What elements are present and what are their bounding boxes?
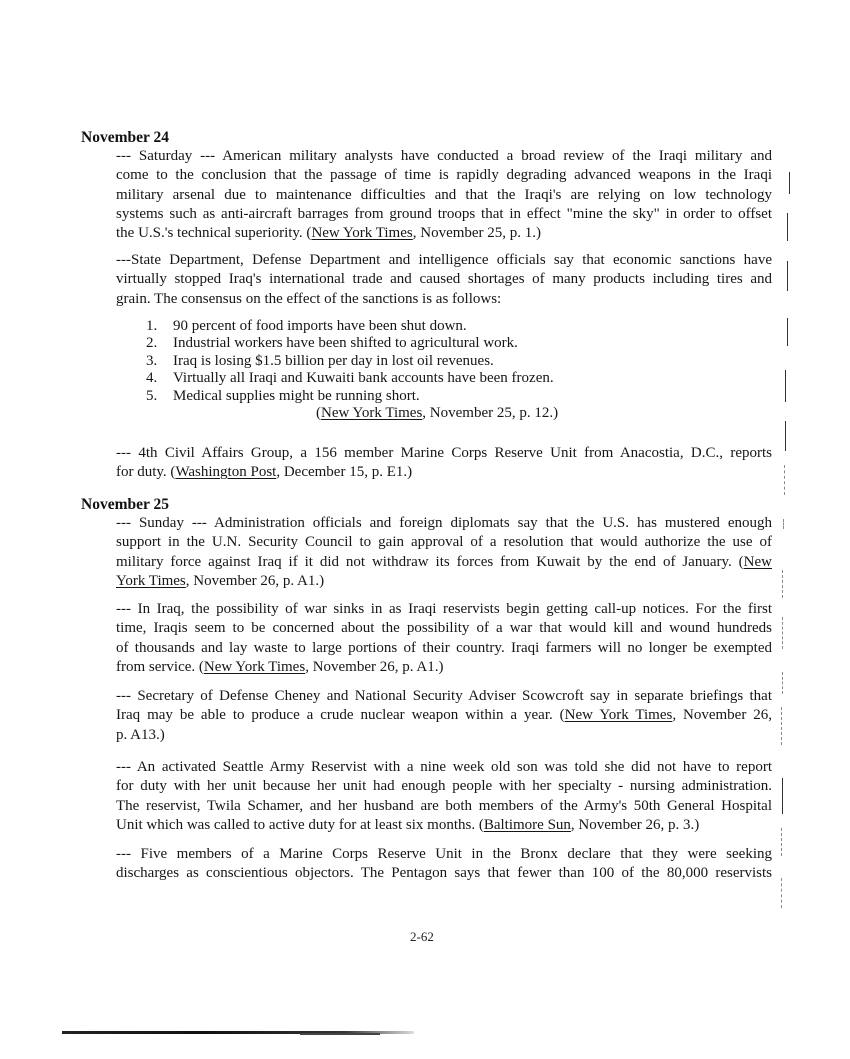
citation-details: , November 25, p. 1.) — [412, 225, 542, 242]
margin-mark — [781, 828, 782, 856]
source-citation: New York Times — [311, 225, 413, 242]
list-number: 4. — [146, 370, 158, 387]
citation-details: , November 26, p. A1.) — [305, 658, 444, 675]
source-citation: New York Times — [564, 707, 673, 724]
margin-mark — [781, 878, 782, 908]
entry-line: time, Iraqis seem to be concerned about the possibility of a war that would kill and wound hundreds — [116, 620, 772, 637]
entry-line-text: from service. ( — [116, 658, 204, 675]
page-number: 2-62 — [410, 929, 434, 944]
entry-paragraph — [116, 600, 772, 677]
entry-line: virtually stopped Iraq's international trade and caused shortages of many products including tires and — [116, 271, 772, 288]
source-citation: New York Times — [203, 658, 306, 675]
entry-line: military arsenal due to maintenance difficulties and that the Iraqi's are relying on low technology — [116, 186, 772, 203]
list-number: 2. — [146, 335, 158, 352]
entry-paragraph — [116, 514, 772, 591]
entry-line: grain. The consensus on the effect of the sanctions is as follows: — [116, 290, 502, 307]
entry-line-text: for duty. ( — [116, 464, 176, 481]
entry-line: --- In Iraq, the possibility of war sinks in as Iraqi reservists begin getting call-up notices. For the first — [116, 601, 772, 617]
citation-details: , November 26, — [672, 707, 772, 724]
entry-line: discharges as conscientious objectors. The Pentagon says that fewer than 100 of the 80,000 reservists — [116, 865, 772, 882]
margin-mark — [787, 213, 788, 241]
list-text: Iraq is losing $1.5 billion per day in lost oil revenues. — [173, 352, 494, 369]
entry-line — [116, 816, 772, 835]
margin-mark — [781, 707, 782, 745]
scan-artifact-bar — [300, 1033, 380, 1035]
date-heading: November 24 — [81, 129, 169, 146]
margin-mark — [785, 370, 786, 402]
list-item — [146, 353, 746, 370]
entry-line: of thousands and lay waste to large portions of their country. Iraqi farmers will no longer be exempted — [116, 639, 772, 656]
citation-details: , December 15, p. E1.) — [276, 464, 413, 481]
entry-paragraph — [116, 687, 772, 745]
list-number: 5. — [146, 387, 158, 404]
entry-paragraph — [116, 147, 772, 243]
list-item — [146, 370, 746, 387]
entry-line — [116, 463, 772, 482]
entry-line: --- Five members of a Marine Corps Reserve Unit in the Bronx declare that they were seeking — [116, 846, 772, 862]
entry-line: --- An activated Seattle Army Reservist with a nine week old son was told she did not have to report — [116, 759, 772, 775]
entry-line: for duty with her unit because her unit had enough people with her specialty - nursing administration. — [116, 778, 772, 795]
source-citation-part: New — [743, 553, 772, 570]
margin-mark — [789, 172, 790, 194]
citation-details: , November 26, p. 3.) — [570, 816, 700, 833]
list-item — [146, 388, 746, 405]
citation-details: , November 26, p. A1.) — [185, 572, 325, 589]
sanctions-effects-list — [146, 318, 746, 405]
list-item — [146, 335, 746, 352]
list-item — [146, 318, 746, 335]
list-number: 3. — [146, 352, 158, 369]
entry-line: support in the U.N. Security Council to gain approval of a resolution that would authorize the use of — [116, 534, 772, 551]
list-citation — [316, 405, 558, 422]
margin-mark — [782, 617, 783, 649]
entry-paragraph — [116, 758, 772, 835]
entry-line: p. A13.) — [116, 726, 165, 743]
entry-line — [116, 224, 772, 243]
entry-line: --- Sunday --- Administration officials and foreign diplomats say that the U.S. has mustered enough — [116, 515, 772, 531]
citation-open: ( — [316, 405, 321, 421]
margin-mark — [782, 672, 783, 694]
list-number: 1. — [146, 318, 158, 334]
entry-line: --- Saturday --- American military analysts have conducted a broad review of the Iraqi military and — [116, 148, 772, 164]
entry-line-text: the U.S.'s technical superiority. ( — [116, 225, 312, 242]
entry-line-text: military force against Iraq if it did not withdraw its forces from Kuwait by the end of January. ( — [116, 553, 744, 570]
list-text: Virtually all Iraqi and Kuwaiti bank accounts have been frozen. — [173, 370, 554, 387]
source-citation: New York Times — [321, 405, 423, 421]
margin-mark — [785, 421, 786, 451]
entry-line — [116, 572, 772, 591]
margin-mark — [787, 261, 788, 291]
source-citation: Baltimore Sun — [483, 816, 571, 833]
entry-line — [116, 706, 772, 725]
margin-mark — [782, 570, 783, 598]
entry-line: The reservist, Twila Schamer, and her husband are both members of the Army's 50th General Hospital — [116, 797, 772, 814]
entry-line — [116, 658, 772, 677]
margin-mark — [784, 465, 785, 495]
entry-line: come to the conclusion that the passage of time is rapidly degrading advanced weapons in the Iraqi — [116, 167, 772, 184]
entry-line: systems such as anti-aircraft barrages from ground troops that in effect "mine the sky" in order to offset — [116, 205, 772, 222]
entry-paragraph — [116, 845, 772, 884]
source-citation: Washington Post — [175, 464, 277, 481]
margin-mark — [782, 778, 783, 814]
entry-paragraph — [116, 251, 772, 309]
list-text: 90 percent of food imports have been shut down. — [173, 318, 467, 334]
entry-line-text: Iraq may be able to produce a crude nuclear weapon within a year. ( — [116, 707, 565, 724]
date-heading: November 25 — [81, 496, 169, 513]
margin-mark — [783, 519, 784, 529]
entry-line: ---State Department, Defense Department and intelligence officials say that economic sanctions have — [116, 252, 772, 268]
entry-line: --- 4th Civil Affairs Group, a 156 member Marine Corps Reserve Unit from Anacostia, D.C., reports — [116, 445, 772, 461]
source-citation-part: York Times — [116, 572, 186, 589]
citation-details: , November 25, p. 12.) — [422, 405, 559, 421]
list-text: Industrial workers have been shifted to agricultural work. — [173, 335, 518, 352]
entry-paragraph — [116, 444, 772, 483]
margin-mark — [787, 318, 788, 346]
list-text: Medical supplies might be running short. — [173, 387, 420, 404]
entry-line: --- Secretary of Defense Cheney and National Security Adviser Scowcroft say in separate briefings that — [116, 688, 772, 704]
entry-line-text: Unit which was called to active duty for at least six months. ( — [116, 816, 484, 833]
entry-line — [116, 553, 772, 572]
